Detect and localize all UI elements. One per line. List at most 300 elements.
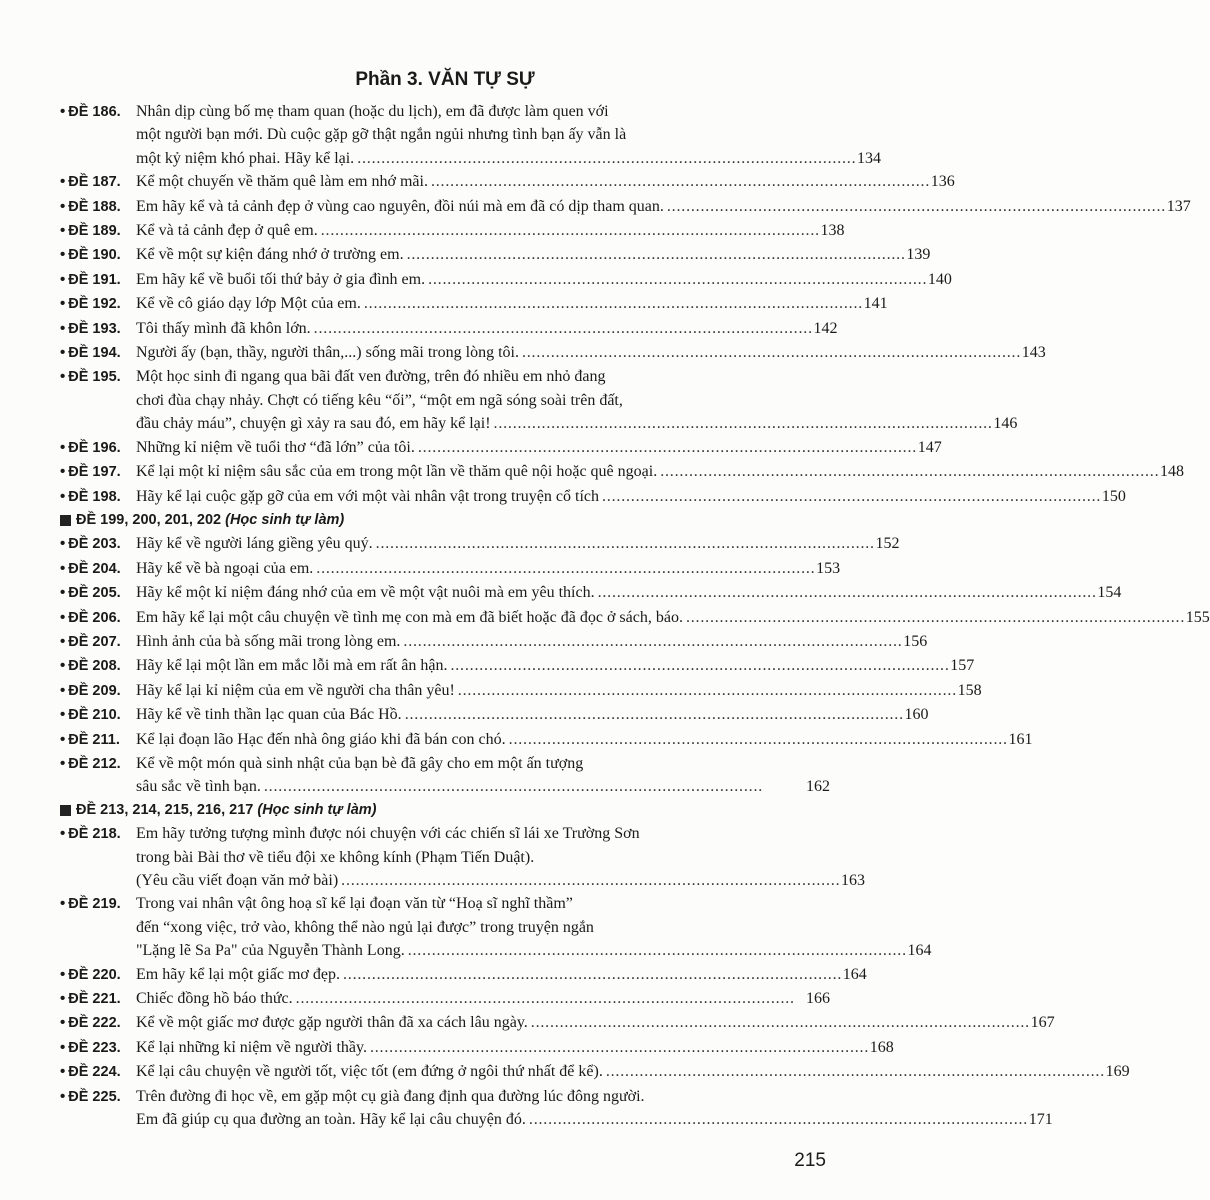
toc-entry xyxy=(60,1036,894,1060)
dot-leader xyxy=(667,195,1164,218)
toc-entry-text: Hãy kể về bà ngoại của em. xyxy=(136,559,314,577)
toc-entry-page: 146 xyxy=(993,415,1018,433)
dot-leader xyxy=(450,654,947,677)
toc-entry-number: ĐỀ 205. xyxy=(68,585,121,602)
toc-entry-label xyxy=(60,532,136,556)
toc-entry-line xyxy=(136,654,974,677)
toc-entry-number: ĐỀ 220. xyxy=(68,966,121,983)
toc-entry-number: ĐỀ 204. xyxy=(68,560,121,577)
dot-leader xyxy=(376,532,873,555)
toc-entry-label xyxy=(60,703,136,727)
toc-entry xyxy=(60,581,1122,605)
toc-entry-body xyxy=(136,987,830,1011)
toc-entry-label xyxy=(60,822,136,892)
toc-entry-page: 162 xyxy=(806,778,830,796)
toc-entry-line xyxy=(136,869,865,892)
dot-leader xyxy=(686,606,1183,629)
toc-entry-text: Hãy kể lại một lần em mắc lỗi mà em rất ân hận. xyxy=(136,657,448,675)
table-of-contents xyxy=(60,100,1210,1131)
bullet-icon: • xyxy=(60,1038,66,1056)
toc-entry-page: 137 xyxy=(1166,197,1191,215)
toc-entry-line xyxy=(136,1085,1053,1108)
toc-entry-body xyxy=(136,1011,1055,1035)
section-heading-label: ĐỀ 213, 214, 215, 216, 217 xyxy=(76,801,254,818)
toc-entry xyxy=(60,436,942,460)
dot-leader xyxy=(407,243,904,266)
toc-entry-body xyxy=(136,703,929,727)
section-heading xyxy=(60,509,830,532)
toc-entry-number: ĐỀ 203. xyxy=(68,536,121,553)
dot-leader xyxy=(314,317,811,340)
dot-leader xyxy=(343,963,840,986)
toc-entry-body xyxy=(136,557,840,581)
toc-entry xyxy=(60,822,865,892)
toc-entry-line xyxy=(136,219,845,242)
toc-entry-text: "Lặng lẽ Sa Pa" của Nguyễn Thành Long. xyxy=(136,942,405,960)
bullet-icon: • xyxy=(60,754,66,772)
toc-entry-line xyxy=(136,1036,894,1059)
toc-entry-text: Em hãy kể lại một câu chuyện về tình mẹ con mà em đã biết hoặc đã đọc ở sách, báo. xyxy=(136,608,683,626)
toc-entry-page: 147 xyxy=(917,438,942,456)
toc-entry-label xyxy=(60,606,136,630)
toc-entry xyxy=(60,243,931,267)
toc-entry xyxy=(60,341,1046,365)
dot-leader xyxy=(405,703,902,726)
toc-entry-text: Chiếc đồng hồ báo thức. xyxy=(136,990,293,1007)
toc-entry xyxy=(60,752,830,799)
toc-entry xyxy=(60,485,1126,509)
bullet-icon: • xyxy=(60,657,66,675)
dot-leader xyxy=(598,581,1095,604)
toc-entry-body xyxy=(136,195,1191,219)
toc-entry xyxy=(60,654,975,678)
toc-entry-page: 157 xyxy=(950,657,975,675)
toc-entry-label xyxy=(60,317,136,341)
bullet-icon: • xyxy=(60,246,66,264)
toc-entry-line xyxy=(136,341,1046,364)
bullet-icon: • xyxy=(60,487,66,505)
toc-entry-page: 155 xyxy=(1185,608,1210,626)
toc-entry xyxy=(60,606,1210,630)
toc-entry-text: Kể về một giấc mơ được gặp người thân đã xa cách lâu ngày. xyxy=(136,1014,528,1032)
dot-leader xyxy=(494,412,991,435)
bullet-icon: • xyxy=(60,270,66,288)
toc-entry-number: ĐỀ 212. xyxy=(68,755,121,772)
toc-entry xyxy=(60,317,838,341)
toc-entry-label xyxy=(60,1036,136,1060)
toc-entry-body xyxy=(136,317,837,341)
dot-leader xyxy=(529,1108,1026,1131)
toc-entry-line xyxy=(136,147,881,170)
toc-entry-page: 136 xyxy=(930,173,955,191)
bullet-icon: • xyxy=(60,535,66,553)
dot-leader xyxy=(509,728,1006,751)
toc-entry-label xyxy=(60,630,136,654)
toc-entry-page: 164 xyxy=(907,942,932,960)
toc-entry-text: Nhân dịp cùng bố mẹ tham quan (hoặc du lịch), em đã được làm quen với xyxy=(136,103,609,120)
toc-entry-body xyxy=(136,963,867,987)
toc-entry-number: ĐỀ 187. xyxy=(68,174,121,191)
toc-entry-number: ĐỀ 190. xyxy=(68,247,121,264)
bullet-icon: • xyxy=(60,608,66,626)
toc-entry-line xyxy=(136,532,899,555)
toc-entry-text: Những kỉ niệm về tuổi thơ “đã lớn” của tôi. xyxy=(136,438,415,456)
toc-entry-number: ĐỀ 223. xyxy=(68,1039,121,1056)
toc-entry-page: 148 xyxy=(1160,463,1184,481)
toc-entry-body xyxy=(136,341,1046,365)
dot-leader xyxy=(296,987,803,1010)
toc-entry-page: 138 xyxy=(820,222,845,240)
toc-entry-line xyxy=(136,703,929,726)
toc-entry-page: 158 xyxy=(957,681,982,699)
section-title: Phần 3. VĂN TỰ SỰ xyxy=(355,69,535,90)
toc-entry-number: ĐỀ 211. xyxy=(68,731,120,748)
bullet-icon: • xyxy=(60,222,66,240)
toc-entry-label xyxy=(60,679,136,703)
toc-entry-number: ĐỀ 194. xyxy=(68,345,121,362)
dot-leader xyxy=(321,219,818,242)
toc-entry-number: ĐỀ 191. xyxy=(68,271,121,288)
bullet-icon: • xyxy=(60,438,66,456)
toc-entry-line xyxy=(136,292,888,315)
toc-entry-text: Hãy kể một kỉ niệm đáng nhớ của em về một vật nuôi mà em yêu thích. xyxy=(136,584,595,602)
toc-entry-label xyxy=(60,460,136,484)
toc-entry-line xyxy=(136,100,881,123)
toc-entry-body xyxy=(136,1085,1053,1132)
toc-entry-text: Trên đường đi học về, em gặp một cụ già đang định qua đường lúc đông người. xyxy=(136,1087,645,1105)
toc-entry-body xyxy=(136,436,942,460)
toc-entry-page: 142 xyxy=(813,319,838,337)
toc-entry-body xyxy=(136,243,930,267)
toc-entry-number: ĐỀ 208. xyxy=(68,658,121,675)
dot-leader xyxy=(408,939,905,962)
toc-entry-body xyxy=(136,365,1017,435)
toc-entry xyxy=(60,987,830,1011)
toc-entry-label xyxy=(60,581,136,605)
toc-entry-text: Em hãy kể lại một giấc mơ đẹp. xyxy=(136,965,340,983)
bullet-icon: • xyxy=(60,990,66,1007)
toc-entry xyxy=(60,100,881,170)
bullet-icon: • xyxy=(60,1063,66,1081)
toc-entry-number: ĐỀ 196. xyxy=(68,439,121,456)
toc-entry-text: Kể lại câu chuyện về người tốt, việc tốt (em đứng ở ngôi thứ nhất để kể). xyxy=(136,1063,603,1081)
bullet-icon: • xyxy=(60,173,66,191)
bullet-icon: • xyxy=(60,965,66,983)
toc-entry-number: ĐỀ 195. xyxy=(68,369,121,386)
toc-entry-number: ĐỀ 192. xyxy=(68,296,121,313)
bullet-icon: • xyxy=(60,1014,66,1032)
toc-entry-text: Kể về một sự kiện đáng nhớ ở trường em. xyxy=(136,246,404,264)
section-heading-note: (Học sinh tự làm) xyxy=(257,801,377,818)
toc-entry-number: ĐỀ 188. xyxy=(68,198,121,215)
toc-entry-line xyxy=(136,963,867,986)
toc-entry-line xyxy=(136,557,840,580)
toc-entry-line xyxy=(136,170,955,193)
bullet-icon: • xyxy=(60,319,66,337)
bullet-icon: • xyxy=(60,681,66,699)
toc-entry-label xyxy=(60,100,136,170)
toc-entry-label xyxy=(60,728,136,752)
toc-entry-text: Kể lại một kỉ niệm sâu sắc của em trong một lần về thăm quê nội hoặc quê ngoại. xyxy=(136,463,658,481)
toc-entry-body xyxy=(136,170,955,194)
toc-entry xyxy=(60,1011,1055,1035)
toc-entry-body xyxy=(136,752,830,799)
toc-entry-number: ĐỀ 186. xyxy=(68,104,121,120)
toc-entry-body xyxy=(136,822,865,892)
toc-entry-line xyxy=(136,436,942,459)
toc-entry-label xyxy=(60,987,136,1011)
toc-entry-label xyxy=(60,485,136,509)
toc-entry-line xyxy=(136,846,865,869)
toc-entry-label xyxy=(60,1085,136,1132)
toc-entry-page: 153 xyxy=(816,559,841,577)
toc-entry-body xyxy=(136,630,927,654)
toc-entry-text: sâu sắc về tình bạn. xyxy=(136,778,261,796)
toc-entry-body xyxy=(136,460,1184,484)
dot-leader xyxy=(431,170,928,193)
toc-entry-line xyxy=(136,916,932,939)
toc-entry-text: Người ấy (bạn, thầy, người thân,...) sống mãi trong lòng tôi. xyxy=(136,344,519,362)
toc-entry-line xyxy=(136,630,927,653)
toc-entry-body xyxy=(136,1036,894,1060)
toc-entry-number: ĐỀ 197. xyxy=(68,464,121,481)
toc-entry-line xyxy=(136,268,952,291)
toc-entry-page: 169 xyxy=(1105,1063,1130,1081)
toc-entry-text: Kể lại những kỉ niệm về người thầy. xyxy=(136,1038,367,1056)
toc-entry-label xyxy=(60,654,136,678)
toc-entry-label xyxy=(60,243,136,267)
toc-entry-page: 156 xyxy=(903,632,928,650)
toc-entry-body xyxy=(136,292,888,316)
toc-entry-text: Một học sinh đi ngang qua bãi đất ven đường, trên đó nhiều em nhỏ đang xyxy=(136,368,606,386)
toc-entry xyxy=(60,195,1191,219)
toc-entry-text: trong bài Bài thơ về tiểu đội xe không kính (Phạm Tiến Duật). xyxy=(136,848,535,866)
toc-entry-number: ĐỀ 222. xyxy=(68,1015,121,1032)
toc-entry-line xyxy=(136,987,830,1010)
toc-entry xyxy=(60,892,932,962)
toc-entry-page: 143 xyxy=(1021,344,1046,362)
toc-entry-text: Hãy kể lại cuộc gặp gỡ của em với một vài nhân vật trong truyện cổ tích xyxy=(136,487,599,505)
dot-leader xyxy=(370,1036,867,1059)
toc-entry-number: ĐỀ 224. xyxy=(68,1064,121,1081)
toc-entry-number: ĐỀ 189. xyxy=(68,223,121,240)
bullet-icon: • xyxy=(60,632,66,650)
toc-entry-text: Tôi thấy mình đã khôn lớn. xyxy=(136,319,311,337)
toc-entry-body xyxy=(136,1060,1130,1084)
dot-leader xyxy=(403,630,900,653)
toc-entry xyxy=(60,630,928,654)
dot-leader xyxy=(357,147,854,170)
toc-entry xyxy=(60,963,867,987)
toc-entry xyxy=(60,268,952,292)
toc-entry-line xyxy=(136,892,932,915)
toc-entry-line xyxy=(136,389,1017,412)
toc-entry-line xyxy=(136,485,1126,508)
toc-entry-page: 152 xyxy=(875,535,900,553)
toc-entry-label xyxy=(60,195,136,219)
toc-entry xyxy=(60,365,1018,435)
toc-entry-body xyxy=(136,268,952,292)
toc-entry-label xyxy=(60,752,136,799)
toc-entry-label xyxy=(60,365,136,435)
toc-entry-number: ĐỀ 198. xyxy=(68,488,121,505)
toc-entry-page: 134 xyxy=(857,149,881,167)
toc-entry-line xyxy=(136,243,930,266)
toc-entry-text: (Yêu cầu viết đoạn văn mở bài) xyxy=(136,871,339,889)
pencil-book-icon xyxy=(60,805,71,816)
toc-entry-line xyxy=(136,606,1210,629)
dot-leader xyxy=(364,292,861,315)
toc-entry-number: ĐỀ 219. xyxy=(68,896,121,913)
page-number: 215 xyxy=(794,1150,826,1171)
bullet-icon: • xyxy=(60,1087,66,1105)
toc-entry-page: 167 xyxy=(1030,1014,1055,1032)
toc-entry-text: một kỷ niệm khó phai. Hãy kể lại. xyxy=(136,149,355,167)
toc-entry-line xyxy=(136,460,1184,483)
toc-entry-text: Kể và tả cảnh đẹp ở quê em. xyxy=(136,222,318,240)
section-heading-label: ĐỀ 199, 200, 201, 202 xyxy=(76,511,222,528)
toc-entry-body xyxy=(136,581,1121,605)
toc-entry-line xyxy=(136,412,1017,435)
toc-entry-label xyxy=(60,341,136,365)
toc-entry-line xyxy=(136,581,1121,604)
toc-entry-label xyxy=(60,963,136,987)
toc-entry-line xyxy=(136,728,1032,751)
toc-entry-label xyxy=(60,1011,136,1035)
toc-entry-text: Kể một chuyến về thăm quê làm em nhớ mãi. xyxy=(136,173,428,191)
toc-entry-text: Hãy kể về tinh thần lạc quan của Bác Hồ. xyxy=(136,706,402,724)
toc-entry-line xyxy=(136,822,865,845)
dot-leader xyxy=(428,268,925,291)
section-heading-note: (Học sinh tự làm) xyxy=(225,511,345,528)
toc-entry-text: Hình ảnh của bà sống mãi trong lòng em. xyxy=(136,632,401,650)
toc-entry-number: ĐỀ 209. xyxy=(68,682,121,699)
toc-entry xyxy=(60,557,841,581)
toc-entry xyxy=(60,679,982,703)
toc-entry-text: Kể về một món quà sinh nhật của bạn bè đã gây cho em một ấn tượng xyxy=(136,754,584,772)
toc-entry-body xyxy=(136,219,845,243)
toc-entry-line xyxy=(136,1108,1053,1131)
toc-entry-page: 171 xyxy=(1028,1111,1053,1129)
toc-entry-line xyxy=(136,195,1191,218)
toc-entry-line xyxy=(136,939,932,962)
toc-entry-body xyxy=(136,679,982,703)
toc-entry-text: Kể về cô giáo dạy lớp Một của em. xyxy=(136,295,361,313)
toc-entry-label xyxy=(60,1060,136,1084)
toc-entry-page: 141 xyxy=(863,295,888,313)
toc-entry xyxy=(60,703,929,727)
toc-entry-body xyxy=(136,532,899,556)
toc-entry-text: chơi đùa chạy nhảy. Chợt có tiếng kêu “ối”, “một em ngã sóng soài trên đất, xyxy=(136,391,623,409)
toc-entry-body xyxy=(136,892,932,962)
toc-entry xyxy=(60,1060,1130,1084)
toc-entry-page: 168 xyxy=(869,1038,894,1056)
toc-entry-page: 164 xyxy=(842,965,867,983)
toc-entry-number: ĐỀ 206. xyxy=(68,609,121,626)
dot-leader xyxy=(264,775,803,798)
toc-entry-label xyxy=(60,436,136,460)
bullet-icon: • xyxy=(60,559,66,577)
toc-entry-line xyxy=(136,365,1017,388)
dot-leader xyxy=(660,460,1157,483)
toc-entry xyxy=(60,532,900,556)
toc-entry-page: 140 xyxy=(927,270,952,288)
toc-entry xyxy=(60,170,955,194)
section-heading xyxy=(60,799,830,822)
toc-entry-text: Em hãy tưởng tượng mình được nói chuyện với các chiến sĩ lái xe Trường Sơn xyxy=(136,825,640,843)
toc-entry-number: ĐỀ 193. xyxy=(68,320,121,337)
toc-entry xyxy=(60,728,1033,752)
dot-leader xyxy=(522,341,1019,364)
toc-entry-body xyxy=(136,728,1032,752)
dot-leader xyxy=(602,485,1099,508)
bullet-icon: • xyxy=(60,825,66,843)
toc-entry-text: đến “xong việc, trở vào, không thể nào ngủ lại được” trong truyện ngắn xyxy=(136,918,594,936)
toc-entry-number: ĐỀ 210. xyxy=(68,707,121,724)
toc-entry-body xyxy=(136,654,974,678)
toc-entry-text: Trong vai nhân vật ông hoạ sĩ kể lại đoạn văn từ “Hoạ sĩ nghĩ thầm” xyxy=(136,895,573,913)
toc-entry-number: ĐỀ 207. xyxy=(68,633,121,650)
toc-entry-number: ĐỀ 225. xyxy=(68,1088,121,1105)
toc-entry-body xyxy=(136,485,1126,509)
dot-leader xyxy=(458,679,955,702)
toc-entry-label xyxy=(60,219,136,243)
toc-entry-number: ĐỀ 221. xyxy=(68,991,121,1007)
toc-entry-number: ĐỀ 218. xyxy=(68,826,121,843)
toc-entry-text: Em đã giúp cụ qua đường an toàn. Hãy kể lại câu chuyện đó. xyxy=(136,1111,526,1129)
toc-entry-line xyxy=(136,317,837,340)
bullet-icon: • xyxy=(60,103,66,120)
toc-entry-page: 161 xyxy=(1008,730,1033,748)
toc-entry-label xyxy=(60,268,136,292)
toc-entry-text: đầu chảy máu”, chuyện gì xảy ra sau đó, em hãy kể lại! xyxy=(136,415,491,433)
dot-leader xyxy=(341,869,838,892)
dot-leader xyxy=(606,1060,1103,1083)
bullet-icon: • xyxy=(60,730,66,748)
bullet-icon: • xyxy=(60,344,66,362)
toc-entry xyxy=(60,219,845,243)
toc-entry-page: 166 xyxy=(806,990,830,1007)
toc-entry xyxy=(60,292,888,316)
bullet-icon: • xyxy=(60,895,66,913)
pencil-book-icon xyxy=(60,515,71,526)
dot-leader xyxy=(316,557,813,580)
toc-entry-text: Hãy kể lại kỉ niệm của em về người cha thân yêu! xyxy=(136,681,455,699)
toc-entry-line xyxy=(136,752,830,775)
toc-entry-body xyxy=(136,606,1210,630)
toc-entry-line xyxy=(136,123,881,146)
toc-entry-page: 150 xyxy=(1101,487,1126,505)
toc-entry-text: Em hãy kể và tả cảnh đẹp ở vùng cao nguyên, đồi núi mà em đã có dịp tham quan. xyxy=(136,197,664,215)
toc-entry-text: Em hãy kể về buổi tối thứ bảy ở gia đình em. xyxy=(136,270,426,288)
toc-entry-label xyxy=(60,557,136,581)
toc-entry-page: 163 xyxy=(840,871,865,889)
toc-entry-page: 154 xyxy=(1097,584,1122,602)
toc-entry-line xyxy=(136,1060,1130,1083)
toc-entry-text: Hãy kể về người láng giềng yêu quý. xyxy=(136,535,373,553)
toc-entry-line xyxy=(136,679,982,702)
toc-entry-label xyxy=(60,292,136,316)
toc-entry-label xyxy=(60,170,136,194)
dot-leader xyxy=(418,436,915,459)
toc-entry xyxy=(60,460,1184,484)
toc-entry-label xyxy=(60,892,136,962)
bullet-icon: • xyxy=(60,368,66,386)
toc-entry-body xyxy=(136,100,881,170)
toc-entry-text: một người bạn mới. Dù cuộc gặp gỡ thật ngắn ngủi nhưng tình bạn ấy vẫn là xyxy=(136,126,627,144)
dot-leader xyxy=(531,1011,1028,1034)
bullet-icon: • xyxy=(60,463,66,481)
